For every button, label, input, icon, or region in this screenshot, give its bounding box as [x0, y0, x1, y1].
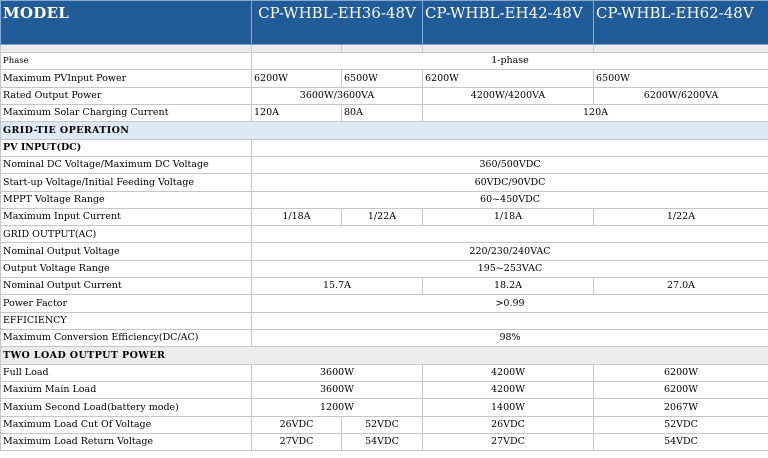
table-row — [1, 295, 768, 312]
model-name-2: CP-WHBL-EH42-48V — [423, 1, 594, 45]
row-value: 4200W — [423, 382, 594, 399]
table-row — [1, 243, 768, 260]
table-row — [1, 416, 768, 433]
row-value: 26VDC — [252, 416, 342, 433]
row-value: 4200W/4200VA — [423, 87, 594, 104]
row-value: 15.7A — [252, 278, 423, 295]
table-row — [1, 329, 768, 346]
row-label: Nominal Output Current — [1, 278, 252, 295]
row-value: 6200W/6200VA — [594, 87, 768, 104]
row-value: 1400W — [423, 399, 594, 416]
row-label: Maximum Solar Charging Current — [1, 104, 252, 121]
row-label: Power Factor — [1, 295, 252, 312]
row-value: 6200W — [423, 70, 594, 87]
row-value: 52VDC — [594, 416, 768, 433]
section-title: GRID-TIE OPERATION — [1, 122, 768, 140]
section-title: TWO LOAD OUTPUT POWER — [1, 347, 768, 365]
row-value: 26VDC — [423, 416, 594, 433]
row-value: 98% — [252, 329, 768, 346]
header-row — [1, 1, 768, 45]
row-label: Maxium Main Load — [1, 382, 252, 399]
model-name-1: CP-WHBL-EH36-48V — [252, 1, 423, 45]
row-label: Output Voltage Range — [1, 260, 252, 277]
table-row — [1, 139, 768, 156]
row-value: 3600W — [252, 364, 423, 381]
row-value: 120A — [252, 104, 342, 121]
row-label: Nominal Output Voltage — [1, 243, 252, 260]
row-value: 27.0A — [594, 278, 768, 295]
table-row — [1, 312, 768, 329]
row-label: Maxium Second Load(battery mode) — [1, 399, 252, 416]
table-row — [1, 382, 768, 399]
row-value: 1/22A — [594, 208, 768, 225]
subsection-title: EFFICIENCY — [1, 312, 252, 329]
row-label: Maximum Load Cut Of Voltage — [1, 416, 252, 433]
row-value: 60~450VDC — [252, 191, 768, 208]
row-label: Start-up Voltage/Initial Feeding Voltage — [1, 174, 252, 191]
row-value: 6200W — [594, 364, 768, 381]
table-row — [1, 53, 768, 70]
row-value: 1/18A — [423, 208, 594, 225]
table-row — [1, 399, 768, 416]
table-row — [1, 433, 768, 450]
row-value: 360/500VDC — [252, 156, 768, 173]
table-row — [1, 70, 768, 87]
row-value: 54VDC — [342, 433, 423, 450]
row-value: 1200W — [252, 399, 423, 416]
subsection-title: GRID OUTPUT(AC) — [1, 226, 252, 243]
table-row — [1, 260, 768, 277]
row-label: Full Load — [1, 364, 252, 381]
row-value: 3600W/3600VA — [252, 87, 423, 104]
table-row — [1, 87, 768, 104]
row-value: 52VDC — [342, 416, 423, 433]
row-value: 195~253VAC — [252, 260, 768, 277]
row-label: Maximum Load Return Voltage — [1, 433, 252, 450]
row-value: 27VDC — [252, 433, 342, 450]
row-value: 80A — [342, 104, 423, 121]
row-value: 54VDC — [594, 433, 768, 450]
spacer-row — [1, 45, 768, 53]
table-row — [1, 174, 768, 191]
row-value: 6500W — [594, 70, 768, 87]
row-label: Nominal DC Voltage/Maximum DC Voltage — [1, 156, 252, 173]
table-row — [1, 191, 768, 208]
table-row — [1, 104, 768, 121]
row-label: Maximum Input Current — [1, 208, 252, 225]
row-label: MPPT Voltage Range — [1, 191, 252, 208]
row-value: 6200W — [594, 382, 768, 399]
row-value: 6500W — [342, 70, 423, 87]
row-value: 2067W — [594, 399, 768, 416]
row-value: 1-phase — [252, 53, 768, 70]
table-row — [1, 208, 768, 225]
table-row — [1, 156, 768, 173]
row-value: 27VDC — [423, 433, 594, 450]
table-row — [1, 364, 768, 381]
row-value: 18.2A — [423, 278, 594, 295]
row-label: Rated Output Power — [1, 87, 252, 104]
row-value: 6200W — [252, 70, 342, 87]
table-row — [1, 226, 768, 243]
row-label: Phase — [1, 53, 252, 70]
section-header — [1, 122, 768, 140]
row-value: 3600W — [252, 382, 423, 399]
row-value: 60VDC/90VDC — [252, 174, 768, 191]
row-value: >0.99 — [252, 295, 768, 312]
row-value: 1/18A — [252, 208, 342, 225]
subsection-title: PV INPUT(DC) — [1, 139, 252, 156]
section-header — [1, 347, 768, 365]
row-label: Maximum Conversion Efficiency(DC/AC) — [1, 329, 252, 346]
model-name-3: CP-WHBL-EH62-48V — [594, 1, 768, 45]
row-value: 4200W — [423, 364, 594, 381]
row-value: 120A — [423, 104, 768, 121]
model-label: MODEL — [1, 1, 252, 45]
row-value: 1/22A — [342, 208, 423, 225]
row-value: 220/230/240VAC — [252, 243, 768, 260]
table-row — [1, 278, 768, 295]
row-label: Maximum PVInput Power — [1, 70, 252, 87]
